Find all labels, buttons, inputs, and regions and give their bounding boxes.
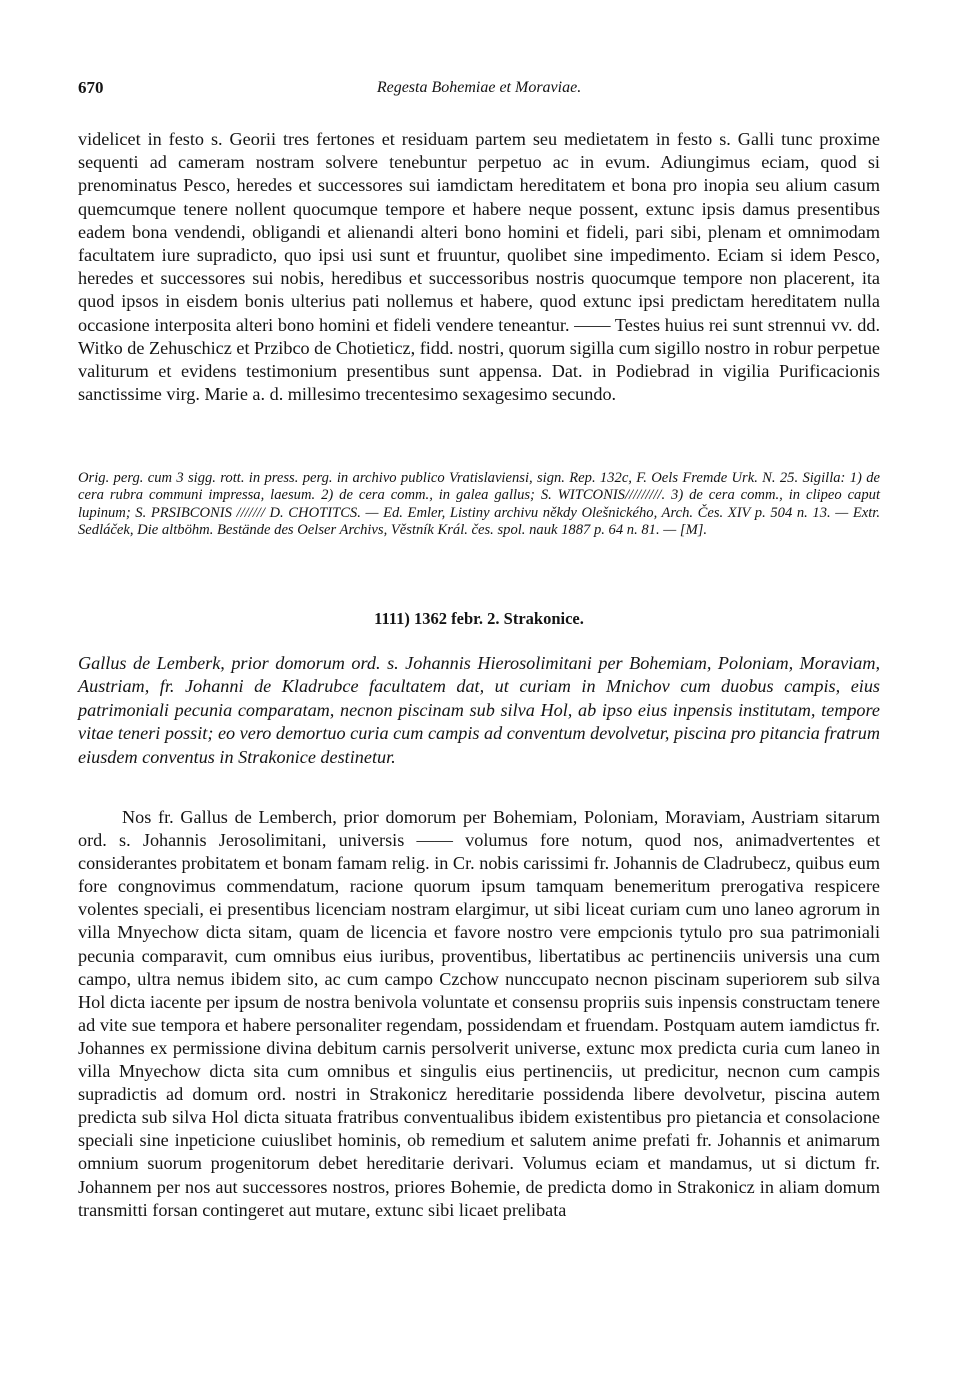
running-title: Regesta Bohemiae et Moraviae. bbox=[376, 79, 582, 96]
charter-text: Nos fr. Gallus de Lemberch, prior domorum per Bohemiam, Poloniam, Moraviam, Austriam sitarum ord. s. Johannis Jerosolimitani, universis —— volumus fore notum, quod nos, animadvertentes et considerantes probitatem et bonam famam relig. in Cr. nobis carissimi fr. Johannis de Cladrubecz, quibus eum fore congnovimus commendatum, racione quorum ipsum tamquam benemeritum prerogativa respicere volentes speciali, ei presentibus licenciam nostram elargimur, ut sibi liceat curiam cum uno laneo agrorum in villa Mnyechow dicta sitam, quam de licencia et favore nostro vere empcionis tytulo pro sua patrimoniali pecunia comparavit, cum omnibus eius iuribus, proventibus, libertatibus ac pertinenciis universis una cum campo, ultra nemus ibidem sito, ac cum campo Czchow nunccupato necnon piscinam superiorem sub silva Hol dicta iacente per ipsum de nostra benivola voluntate et consensu propriis suis inpensis constructam tenere ad vite sue tempora et habere personaliter regendam, possidendam et fruendam. Postquam autem iamdictus fr. Johannes ex permissione divina debitum carnis persolverit universe, extunc mox predicta curia cum laneo in villa Mnyechow dicta sita cum omnibus et singulis eius pertinenciis, ut predicitur, necnon cum campis supradictis ad domum ord. nostri in Strakonicz hereditarie possidenda libere devolvetur, piscina autem predicta sub silva Hol dicta situata fratribus conventualibus ibidem existentibus pro pietancia et consolacione speciali sine inpeticione cuiuslibet hominis, ob remedium et salutem anime prefati fr. Johannis et animarum omnium suorum progenitorum debet hereditarie derivari. Volumus eciam et mandamus, ut si dictum fr. Johannem per nos aut successores nostros, priores Bohemie, de predicta domo in Strakonicz in aliam domum transmitti forsan contingeret aut mutare, extunc sibi licaet prelibata bbox=[78, 807, 880, 1220]
critical-apparatus: Orig. perg. cum 3 sigg. rott. in press. perg. in archivo publico Vratislaviensi, sign. Rep. 132c, F. Oels Fremde Urk. N. 25. Sigilla: 1) de cera rubra communi impressa, laesum. 2) de cera comm., in galea gallus; S. WITCONIS/////////. 3) de cera comm., in clipeo caput lupinum; S. PRSIBCONIS /////// D. CHOTITCS. — Ed. Emler, Listiny archivu někdy Olešnického, Arch. Čes. XIV p. 504 n. 13. — Extr. Sedláček, Die altböhm. Bestände des Oelser Archivs, Věstník Král. čes. spol. nauk 1887 p. 64 n. 81. — [M]. bbox=[78, 470, 880, 539]
continuation-paragraph: videlicet in festo s. Georii tres fertones et residuam partem seu medietatem in festo s. Galli tunc proxime sequenti ad cameram nostram solvere tenebuntur perpetuo ac in evum. Adiungimus eciam, quod si prenominatus Pesco, heredes et successores sui iamdictam hereditatem et bona pro inopia seu alium casum quemcumque tenere nollent quocumque tempore et habere neque possent, extunc ipsis damus presentibus eadem bona vendendi, obligandi et alienandi alteri bono homini et fideli, pari sibi, plenam et omnimodam facultatem iure supradicto, quo ipsi usi sunt et fruuntur, quolibet sine impedimento. Eciam si idem Pesco, heredes et successores sui nobis, heredibus et successoribus nostris quocumque tempore non placerent, ita quod ipsos in eisdem bonis ulterius pati nollemus et habere, quod extunc ipsi predictam hereditatem nulla occasione interposita alteri bono homini et fideli vendere teneantur. —— Testes huius rei sunt strennui vv. dd. Witko de Zehuschicz et Przibco de Chotieticz, fidd. nostri, quorum sigilla cum sigillo nostro in robur perpetue valiturum et evidens testimonium presentibus sunt appensa. Dat. in Podiebrad in vigilia Purificacionis sanctissime virg. Marie a. d. millesimo trecentesimo sexagesimo secundo. bbox=[78, 129, 880, 405]
page-number: 670 bbox=[78, 78, 104, 97]
page-header bbox=[78, 78, 880, 102]
regest-summary: Gallus de Lemberk, prior domorum ord. s. Johannis Hierosolimitani per Bohemiam, Poloniam, Moraviam, Austriam, fr. Johanni de Kladrubce facultatem dat, ut curiam in Mnichov cum duobus campis, eius patrimoniali pecunia comparatam, necnon piscinam sub silva Hol, ab ipso eius inpensis institutam, tempore vitae teneri possit; eo vero demortuo curia cum campis ad conventum devolvetur, piscina pro pitancia fratrum eiusdem conventus in Strakonice destinetur. bbox=[78, 653, 880, 767]
entry-heading: 1111) 1362 febr. 2. Strakonice. bbox=[374, 609, 584, 628]
